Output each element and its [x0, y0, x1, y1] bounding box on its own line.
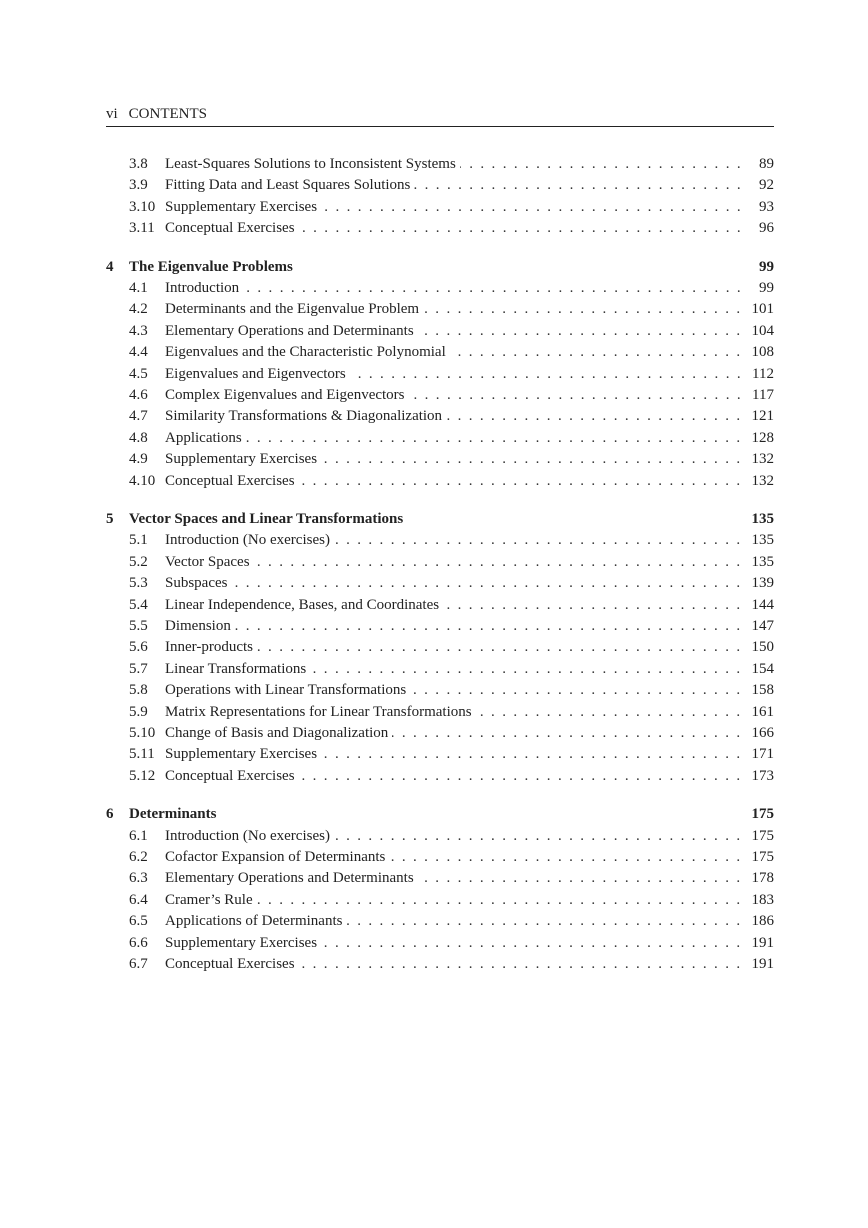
toc-entry — [106, 449, 774, 470]
section-page: 144 — [751, 596, 774, 613]
section-title: Linear Independence, Bases, and Coordinates — [165, 596, 440, 613]
section-title: Least-Squares Solutions to Inconsistent Systems — [165, 156, 456, 172]
chapter-number: 4 — [106, 258, 114, 275]
dot-leader — [334, 530, 748, 551]
toc-entry — [106, 175, 774, 196]
chapter-page: 135 — [751, 510, 774, 527]
dot-leader — [299, 766, 748, 787]
dot-leader — [350, 364, 748, 385]
section-page: 104 — [751, 322, 774, 339]
section-number: 5.11 — [129, 746, 155, 763]
section-title: Applications — [165, 429, 242, 446]
toc-entry — [106, 428, 774, 449]
section-page: 121 — [751, 408, 774, 425]
section-title: Supplementary Exercises — [165, 198, 318, 215]
toc-entry — [106, 702, 774, 723]
section-page: 175 — [751, 849, 774, 866]
section-number: 4.3 — [129, 322, 148, 339]
section-page: 191 — [751, 956, 774, 972]
section-page: 128 — [751, 429, 774, 446]
toc-entry — [106, 680, 774, 701]
section-title: Conceptual Exercises — [165, 767, 295, 784]
section-page: 135 — [751, 553, 774, 570]
section-title: Dimension — [165, 618, 231, 635]
section-number: 5.7 — [129, 660, 148, 677]
dot-leader — [299, 954, 748, 975]
section-title: Complex Eigenvalues and Eigenvectors — [165, 387, 405, 404]
section-page: 166 — [751, 724, 774, 741]
dot-leader — [450, 342, 748, 363]
dot-leader — [414, 175, 748, 196]
section-page: 99 — [759, 280, 774, 297]
section-title: Introduction — [165, 280, 240, 297]
section-number: 5.4 — [129, 596, 148, 613]
section-page: 112 — [752, 365, 774, 382]
toc-entry — [106, 385, 774, 406]
chapter-number: 6 — [106, 806, 114, 823]
section-page: 132 — [751, 472, 774, 489]
dot-leader — [476, 702, 748, 723]
section-title: Similarity Transformations & Diagonalization — [165, 408, 443, 425]
section-title: Inner-products — [165, 639, 254, 656]
chapter-title: The Eigenvalue Problems — [129, 258, 293, 275]
toc-chapter — [106, 154, 774, 240]
section-page: 150 — [751, 639, 774, 656]
section-number: 5.1 — [129, 532, 148, 549]
toc-entry — [106, 723, 774, 744]
section-number: 6.5 — [129, 913, 148, 930]
section-number: 3.9 — [129, 177, 148, 194]
dot-leader — [235, 616, 748, 637]
section-page: 171 — [751, 746, 774, 763]
dot-leader — [392, 723, 747, 744]
section-page: 178 — [751, 870, 774, 887]
toc-entry — [106, 868, 774, 889]
section-title: Operations with Linear Transformations — [165, 682, 407, 699]
toc-entry — [106, 342, 774, 363]
section-number: 6.2 — [129, 849, 148, 866]
toc-entry — [106, 530, 774, 551]
dot-leader — [410, 680, 747, 701]
section-number: 4.2 — [129, 301, 148, 318]
section-page: 108 — [751, 344, 774, 361]
dot-leader — [446, 406, 747, 427]
dot-leader — [423, 299, 747, 320]
toc-chapter — [106, 509, 774, 787]
toc-entry — [106, 911, 774, 932]
section-title: Conceptual Exercises — [165, 956, 295, 972]
chapter-page: 175 — [751, 806, 774, 823]
section-number: 4.7 — [129, 408, 148, 425]
section-title: Cofactor Expansion of Determinants — [165, 849, 386, 866]
section-page: 154 — [751, 660, 774, 677]
section-title: Linear Transformations — [165, 660, 307, 677]
toc-entry — [106, 278, 774, 299]
section-number: 4.9 — [129, 451, 148, 468]
section-title: Supplementary Exercises — [165, 451, 318, 468]
toc-entry — [106, 595, 774, 616]
dot-leader — [254, 552, 748, 573]
section-number: 4.1 — [129, 280, 148, 297]
section-page: 139 — [751, 575, 774, 592]
chapter-heading — [106, 257, 774, 279]
section-title: Applications of Determinants — [165, 913, 343, 930]
toc-chapter — [106, 257, 774, 492]
toc-entry — [106, 573, 774, 594]
section-title: Supplementary Exercises — [165, 934, 318, 951]
dot-leader — [334, 826, 748, 847]
dot-leader — [418, 321, 748, 342]
toc-entry — [106, 954, 774, 975]
section-number: 5.2 — [129, 553, 148, 570]
section-number: 3.10 — [129, 198, 156, 215]
chapter-heading — [106, 509, 774, 531]
section-number: 4.6 — [129, 387, 148, 404]
section-page: 158 — [751, 682, 774, 699]
section-title: Eigenvalues and Eigenvectors — [165, 365, 346, 382]
toc-entry — [106, 364, 774, 385]
section-title: Introduction (No exercises) — [165, 532, 330, 549]
section-number: 5.10 — [129, 724, 156, 741]
section-page: 183 — [751, 891, 774, 908]
chapter-heading — [106, 804, 774, 826]
toc-entry — [106, 659, 774, 680]
dot-leader — [321, 197, 748, 218]
section-number: 5.3 — [129, 575, 148, 592]
section-page: 186 — [751, 913, 774, 930]
section-number: 4.8 — [129, 429, 148, 446]
section-page: 101 — [751, 301, 774, 318]
dot-leader — [346, 911, 747, 932]
dot-leader — [409, 385, 748, 406]
section-title: Conceptual Exercises — [165, 220, 295, 237]
header-title: CONTENTS — [128, 106, 208, 122]
section-number: 6.6 — [129, 934, 148, 951]
section-page: 96 — [759, 220, 774, 237]
section-number: 3.8 — [129, 156, 148, 172]
dot-leader — [299, 471, 748, 492]
section-page: 132 — [751, 451, 774, 468]
toc-entry — [106, 471, 774, 492]
toc-entry — [106, 744, 774, 765]
toc-entry — [106, 299, 774, 320]
chapter-title: Vector Spaces and Linear Transformations — [129, 510, 404, 527]
page-number: vi — [106, 106, 118, 122]
section-number: 3.11 — [129, 220, 155, 237]
chapter-page: 99 — [759, 258, 774, 275]
section-title: Conceptual Exercises — [165, 472, 295, 489]
section-page: 92 — [759, 177, 774, 194]
section-number: 6.7 — [129, 956, 148, 972]
section-page: 175 — [751, 827, 774, 844]
section-number: 6.4 — [129, 891, 148, 908]
toc-chapter — [106, 804, 774, 975]
dot-leader — [321, 933, 747, 954]
section-number: 4.5 — [129, 365, 148, 382]
section-title: Change of Basis and Diagonalization — [165, 724, 389, 741]
toc-entry — [106, 197, 774, 218]
dot-leader — [443, 595, 747, 616]
section-number: 4.10 — [129, 472, 156, 489]
section-title: Eigenvalues and the Characteristic Polynomial — [165, 344, 446, 361]
section-title: Introduction (No exercises) — [165, 827, 330, 844]
section-title: Elementary Operations and Determinants — [165, 322, 414, 339]
toc-entry — [106, 321, 774, 342]
dot-leader — [321, 744, 747, 765]
dot-leader — [299, 218, 748, 239]
toc-entry — [106, 616, 774, 637]
toc-entry — [106, 890, 774, 911]
dot-leader — [460, 154, 748, 175]
section-title: Matrix Representations for Linear Transformations — [165, 703, 472, 720]
section-title: Cramer’s Rule — [165, 891, 253, 908]
section-number: 5.8 — [129, 682, 148, 699]
section-number: 6.3 — [129, 870, 148, 887]
toc-entry — [106, 218, 774, 239]
section-page: 161 — [751, 703, 774, 720]
section-number: 5.9 — [129, 703, 148, 720]
dot-leader — [257, 637, 747, 658]
toc-entry — [106, 637, 774, 658]
section-page: 117 — [752, 387, 774, 404]
section-page: 135 — [751, 532, 774, 549]
dot-leader — [232, 573, 748, 594]
section-title: Determinants and the Eigenvalue Problem — [165, 301, 420, 318]
section-number: 5.6 — [129, 639, 148, 656]
toc-entry — [106, 766, 774, 787]
section-page: 191 — [751, 934, 774, 951]
section-page: 147 — [751, 618, 774, 635]
dot-leader — [310, 659, 747, 680]
dot-leader — [321, 449, 747, 470]
dot-leader — [243, 278, 748, 299]
toc-entry — [106, 406, 774, 427]
section-number: 5.12 — [129, 767, 156, 784]
section-page: 89 — [759, 156, 774, 172]
chapter-title: Determinants — [129, 806, 217, 823]
section-title: Elementary Operations and Determinants — [165, 870, 414, 887]
section-number: 6.1 — [129, 827, 148, 844]
toc-entry — [106, 847, 774, 868]
toc-entry — [106, 826, 774, 847]
section-page: 93 — [759, 198, 774, 215]
toc-entry — [106, 552, 774, 573]
section-title: Fitting Data and Least Squares Solutions — [165, 177, 411, 194]
dot-leader — [418, 868, 748, 889]
chapter-number: 5 — [106, 510, 114, 527]
section-title: Subspaces — [165, 575, 228, 592]
section-page: 173 — [751, 767, 774, 784]
section-number: 4.4 — [129, 344, 148, 361]
dot-leader — [246, 428, 748, 449]
section-title: Supplementary Exercises — [165, 746, 318, 763]
toc-entry — [106, 154, 774, 175]
running-header — [106, 104, 774, 127]
section-title: Vector Spaces — [165, 553, 250, 570]
table-of-contents — [106, 154, 774, 992]
toc-entry — [106, 933, 774, 954]
dot-leader — [389, 847, 747, 868]
dot-leader — [257, 890, 748, 911]
section-number: 5.5 — [129, 618, 148, 635]
